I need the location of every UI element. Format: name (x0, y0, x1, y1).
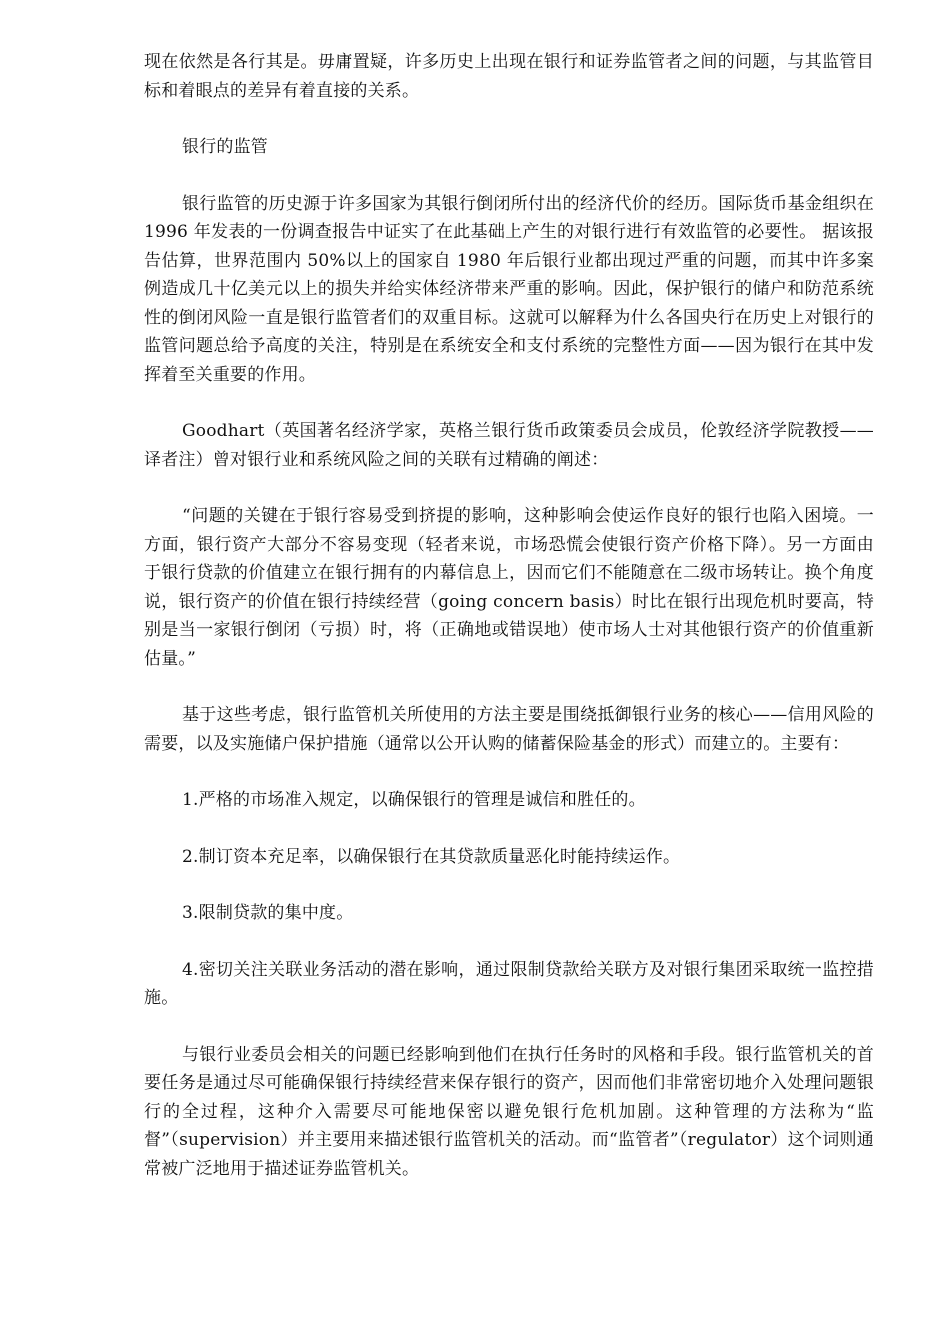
paragraph-supervision-methods: 基于这些考虑，银行监管机关所使用的方法主要是围绕抵御银行业务的核心——信用风险的需要，以及实施储户保护措施（通常以公开认购的储蓄保险基金的形式）而建立的。主要有： (144, 705, 874, 754)
paragraph-intro-continuation: 现在依然是各行其是。毋庸置疑，许多历史上出现在银行和证券监管者之间的问题，与其监管目标和着眼点的差异有着直接的关系。 (144, 52, 874, 101)
list-item-4: 4.密切关注关联业务活动的潜在影响，通过限制贷款给关联方及对银行集团采取统一监控措施。 (144, 959, 874, 1008)
section-heading-bank-supervision: 银行的监管 (182, 137, 268, 157)
paragraph-bank-supervision-history: 银行监管的历史源于许多国家为其银行倒闭所付出的经济代价的经历。国际货币基金组织在 1996 年发表的一份调查报告中证实了在此基础上产生的对银行进行有效监管的必要性。 据该报告估算，世界范围内 50%以上的国家自 1980 年后银行业都出现过严重的问题，而其中许多案例造成几十亿美元以上的损失并给实体经济带来严重的影响。因此，保护银行的储户和防范系统性的倒闭风险一直是银行监管者们的双重目标。这就可以解释为什么各国央行在历史上对银行的监管问题总给予高度的关注，特别是在系统安全和支付系统的完整性方面——因为银行在其中发挥着至关重要的作用。 (144, 193, 874, 385)
list-item-3: 3.限制贷款的集中度。 (182, 903, 354, 923)
list-item-2: 2.制订资本充足率，以确保银行在其贷款质量恶化时能持续运作。 (182, 846, 681, 867)
paragraph-supervision-vs-regulation: 与银行业委员会相关的问题已经影响到他们在执行任务时的风格和手段。银行监管机关的首要任务是通过尽可能确保银行持续经营来保存银行的资产，因而他们非常密切地介入处理问题银行的全过程，这种介入需要尽可能地保密以避免银行危机加剧。这种管理的方法称为“监督”（supervision）并主要用来描述银行监管机关的活动。而“监管者”（regulator）这个词则通常被广泛地用于描述证券监管机关。 (144, 1044, 874, 1179)
document-page (144, 48, 874, 1211)
paragraph-goodhart: Goodhart（英国著名经济学家，英格兰银行货币政策委员会成员，伦敦经济学院教授——译者注）曾对银行业和系统风险之间的关联有过精确的阐述： (144, 421, 874, 470)
list-item-1: 1.严格的市场准入规定，以确保银行的管理是诚信和胜任的。 (182, 790, 646, 810)
paragraph-goodhart-quote: “问题的关键在于银行容易受到挤提的影响，这种影响会使运作良好的银行也陷入困境。一方面，银行资产大部分不容易变现（轻者来说，市场恐慌会使银行资产价格下降）。另一方面由于银行贷款的价值建立在银行拥有的内幕信息上，因而它们不能随意在二级市场转让。换个角度说，银行资产的价值在银行持续经营（going concern basis）时比在银行出现危机时要高，特别是当一家银行倒闭（亏损）时，将（正确地或错误地）使市场人士对其他银行资产的价值重新估量。” (144, 506, 874, 669)
